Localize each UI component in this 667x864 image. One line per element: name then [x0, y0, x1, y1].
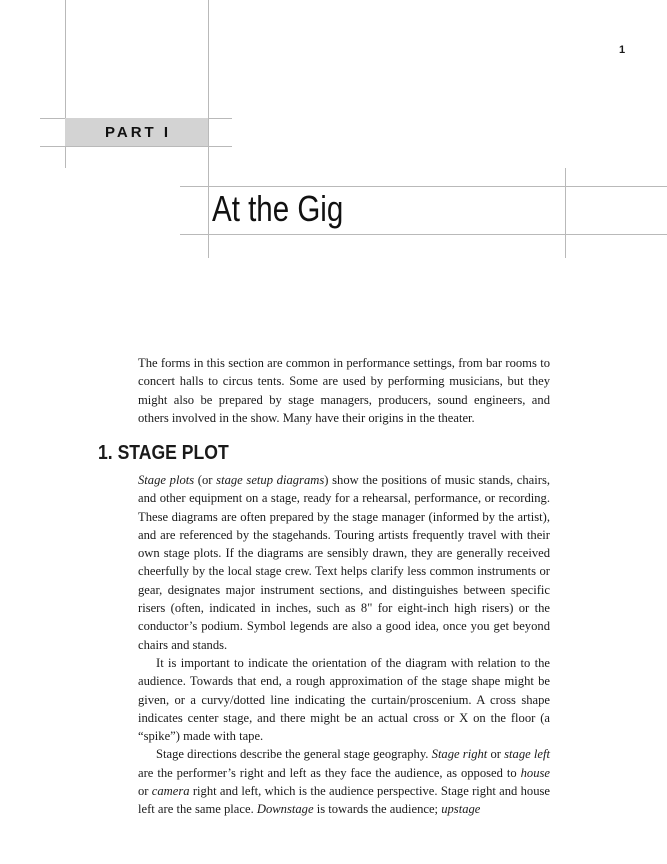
intro-text — [138, 354, 550, 427]
rule-vertical-right — [565, 168, 566, 258]
page-number: 1 — [619, 44, 626, 56]
paragraph-3: Stage directions describe the general stage geography. Stage right or stage left are the performer’s right and left as they face the audience, as opposed to house or camera right and left, which is the audience perspective. Stage right and house left are the same place. Downstage is towards the audience; upstage — [138, 747, 551, 817]
section-body — [138, 471, 550, 819]
chapter-title: At the Gig — [212, 188, 344, 229]
section-heading: 1. STAGE PLOT — [98, 442, 229, 464]
part-label: PART I — [105, 124, 172, 141]
intro-paragraph: The forms in this section are common in performance settings, from bar rooms to concert halls to circus tents. Some are used by performing musicians, but they might also be prepared by stage managers, producers, sound engineers, and others involved in the show. Many have their origins in the theater. — [138, 356, 550, 425]
rule-horizontal-title-top — [180, 186, 667, 187]
paragraph-2: It is important to indicate the orientation of the diagram with relation to the audience. Towards that end, a rough approximation of the stage shape might be given, or a curvy/dotted line indicating the curtain/proscenium. A cross shape indicates center stage, and there might be an actual cross or X on the floor (a “spike”) made with tape. — [138, 655, 550, 744]
paragraph-1: Stage plots (or stage setup diagrams) show the positions of music stands, chairs, and other equipment on a stage, ready for a rehearsal, performance, or recording. These diagrams are often prepared by the stage manager (informed by the artist), and are referenced by the stagehands. Touring artists frequently travel with their own stage plots. If the diagrams are sensibly drawn, they are generally received cheerfully by the local stage crew. Text helps clarify less common instruments or gear, designates major instrument sections, and distinguishes between specific risers (often, indicated in inches, such as 8" for eight-inch high risers) or the conductor’s podium. Symbol legends are also a good idea, once you get beyond chairs and stands. — [138, 473, 551, 652]
rule-horizontal-title-bottom — [180, 234, 667, 235]
rule-horizontal-part-bottom — [40, 146, 232, 147]
rule-vertical-part — [208, 0, 209, 258]
